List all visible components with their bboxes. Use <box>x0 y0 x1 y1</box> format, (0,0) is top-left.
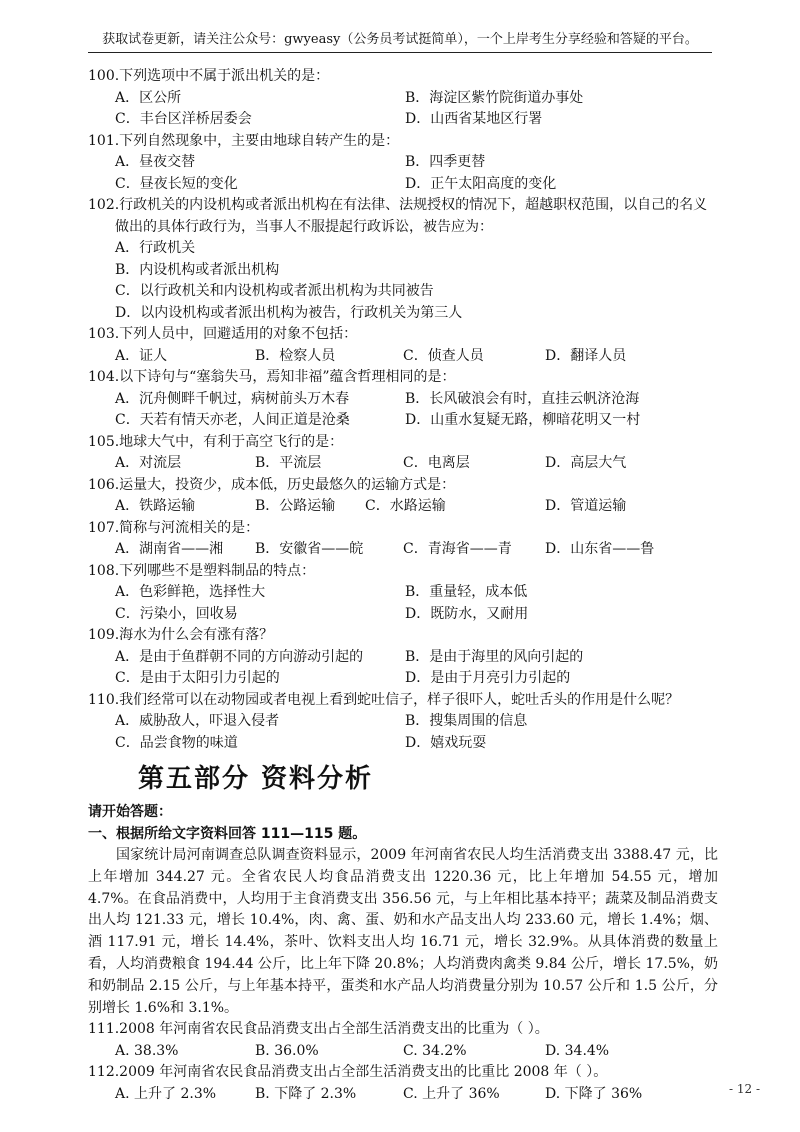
question-stem: 102.行政机关的内设机构或者派出机构在有法律、法规授权的情况下，超越职权范围，以自己的名义做出的具体行政行为，当事人不服提起行政诉讼，被告应为： <box>88 197 708 235</box>
option-c[interactable]: C．品尝食物的味道 <box>115 734 238 751</box>
option-a[interactable]: A．区公所 <box>115 89 182 106</box>
option-b[interactable]: B．长风破浪会有时，直挂云帆济沧海 <box>405 390 640 407</box>
question-108 <box>88 561 718 626</box>
question-106 <box>88 475 718 518</box>
question-stem: 105.地球大气中，有利于高空飞行的是： <box>88 433 344 450</box>
option-c[interactable]: C．污染小，回收易 <box>115 605 238 622</box>
option-d[interactable]: D．管道运输 <box>545 498 627 514</box>
document-body <box>88 66 718 1105</box>
option-a[interactable]: A．色彩鲜艳，选择性大 <box>115 584 266 600</box>
option-d[interactable]: D. 下降了 36% <box>545 1085 643 1102</box>
question-stem: 100.下列选项中不属于派出机关的是： <box>88 68 330 84</box>
page-header: 获取试卷更新，请关注公众号：gwyeasy（公务员考试挺简单），一个上岸考生分享经验和答疑的平台。 <box>88 30 712 53</box>
option-c[interactable]: C．天若有情天亦老，人间正道是沧桑 <box>115 412 350 428</box>
option-d[interactable]: D．正午太阳高度的变化 <box>405 175 557 192</box>
option-b[interactable]: B．是由于海里的风向引起的 <box>405 648 584 665</box>
option-d[interactable]: D．翻译人员 <box>545 347 627 364</box>
question-111 <box>88 1019 718 1062</box>
option-a[interactable]: A．铁路运输 <box>115 498 196 514</box>
option-c[interactable]: C．丰台区洋桥居委会 <box>115 111 252 127</box>
option-d[interactable]: D．山西省某地区行署 <box>405 111 543 127</box>
option-b[interactable]: B．内设机构或者派出机构 <box>115 261 280 278</box>
option-a[interactable]: A．是由于鱼群朝不同的方向游动引起的 <box>115 648 364 665</box>
option-b[interactable]: B．公路运输 <box>255 498 336 514</box>
question-stem: 101.下列自然现象中，主要由地球自转产生的是： <box>88 132 400 149</box>
option-d[interactable]: D．是由于月亮引力引起的 <box>405 670 571 686</box>
question-stem: 106.运量大，投资少，成本低，历史最悠久的运输方式是： <box>88 476 456 493</box>
option-d[interactable]: D. 34.4% <box>545 1042 610 1059</box>
option-c[interactable]: C．水路运输 <box>365 498 446 514</box>
question-103 <box>88 324 718 367</box>
question-102 <box>88 195 718 324</box>
option-c[interactable]: C．是由于太阳引力引起的 <box>115 670 280 686</box>
option-d[interactable]: D．高层大气 <box>545 455 627 471</box>
question-stem: 103.下列人员中，回避适用的对象不包括： <box>88 326 358 342</box>
option-d[interactable]: D．嬉戏玩耍 <box>405 734 487 751</box>
question-104 <box>88 367 718 432</box>
start-label: 请开始答题： <box>88 804 172 820</box>
question-stem: 108.下列哪些不是塑料制品的特点： <box>88 562 316 579</box>
question-stem: 104.以下诗句与“塞翁失马，焉知非福”蕴含哲理相同的是： <box>88 369 456 385</box>
question-stem: 112.2009 年河南省农民食品消费支出占全部生活消费支出的比重比 2008 年（ ）。 <box>88 1064 608 1081</box>
question-101 <box>88 131 718 196</box>
question-stem: 111.2008 年河南省农民食品消费支出占全部生活消费支出的比重为（ ）。 <box>88 1021 549 1038</box>
section-title: 第五部分 资料分析 <box>138 764 374 794</box>
question-105 <box>88 432 718 475</box>
part-heading: 一、根据所给文字资料回答 111—115 题。 <box>88 825 367 842</box>
option-b[interactable]: B．搜集周围的信息 <box>405 713 528 729</box>
option-d[interactable]: D．山重水复疑无路，柳暗花明又一村 <box>405 412 641 428</box>
option-c[interactable]: C. 上升了 36% <box>403 1085 500 1102</box>
option-a[interactable]: A．沉舟侧畔千帆过，病树前头万木春 <box>115 390 350 407</box>
option-c[interactable]: C．昼夜长短的变化 <box>115 175 238 192</box>
option-b[interactable]: B．平流层 <box>255 455 322 471</box>
option-b[interactable]: B．海淀区紫竹院街道办事处 <box>405 89 584 106</box>
option-a[interactable]: A．行政机关 <box>115 240 196 256</box>
option-a[interactable]: A．证人 <box>115 347 168 364</box>
option-a[interactable]: A．威胁敌人，吓退入侵者 <box>115 713 280 729</box>
data-passage: 国家统计局河南调查总队调查资料显示，2009 年河南省农民人均生活消费支出 3388.47 元，比上年增加 344.27 元。全省农民人均食品消费支出 1220.36 元，比上年增加 54.55 元，增加 4.7%。在食品消费中，人均用于主食消费支出 356.56 元，与上年相比基本持平；蔬菜及制品消费支出人均 121.33 元，增长 10.4%，肉、禽、蛋、奶和水产品支出人均 233.60 元，增长 1.4%；烟、酒 117.91 元，增长 14.4%，茶叶、饮料支出人均 16.71 元，增长 32.9%。从具体消费的数量上看，人均消费粮食 194.44 公斤，比上年下降 20.8%；人均消费肉禽类 9.84 公斤，增长 17.5%，奶和奶制品 2.15 公斤，与上年基本持平，蛋类和水产品人均消费量分别为 10.57 公斤和 1.5 公斤，分别增长 1.6%和 3.1%。 <box>88 847 718 1016</box>
option-a[interactable]: A．昼夜交替 <box>115 154 196 170</box>
option-d[interactable]: D．以内设机构或者派出机构为被告，行政机关为第三人 <box>115 304 463 321</box>
page-number: - 12 - <box>728 1082 760 1096</box>
option-a[interactable]: A．湖南省——湘 <box>115 541 224 557</box>
option-c[interactable]: C．电离层 <box>403 455 470 471</box>
option-a[interactable]: A. 上升了 2.3% <box>115 1085 217 1102</box>
option-c[interactable]: C．以行政机关和内设机构或者派出机构为共同被告 <box>115 283 434 299</box>
option-a[interactable]: A．对流层 <box>115 455 182 471</box>
option-b[interactable]: B．重量轻，成本低 <box>405 584 528 600</box>
option-c[interactable]: C. 34.2% <box>403 1042 467 1059</box>
question-stem: 109.海水为什么会有涨有落？ <box>88 627 274 643</box>
option-b[interactable]: B．安徽省——皖 <box>255 541 364 557</box>
option-c[interactable]: C．青海省——青 <box>403 541 512 557</box>
question-107 <box>88 518 718 561</box>
option-a[interactable]: A. 38.3% <box>115 1042 179 1059</box>
option-d[interactable]: D．山东省——鲁 <box>545 541 655 557</box>
option-b[interactable]: B. 下降了 2.3% <box>255 1085 357 1102</box>
question-109 <box>88 625 718 690</box>
option-b[interactable]: B. 36.0% <box>255 1042 319 1059</box>
question-100 <box>88 66 718 131</box>
option-b[interactable]: B．四季更替 <box>405 154 486 170</box>
option-b[interactable]: B．检察人员 <box>255 347 336 364</box>
question-110 <box>88 690 718 755</box>
option-d[interactable]: D．既防水，又耐用 <box>405 605 529 622</box>
option-c[interactable]: C．侦查人员 <box>403 347 484 364</box>
question-stem: 107.简称与河流相关的是： <box>88 519 260 536</box>
question-stem: 110.我们经常可以在动物园或者电视上看到蛇吐信子，样子很吓人，蛇吐舌头的作用是什么呢？ <box>88 691 680 708</box>
